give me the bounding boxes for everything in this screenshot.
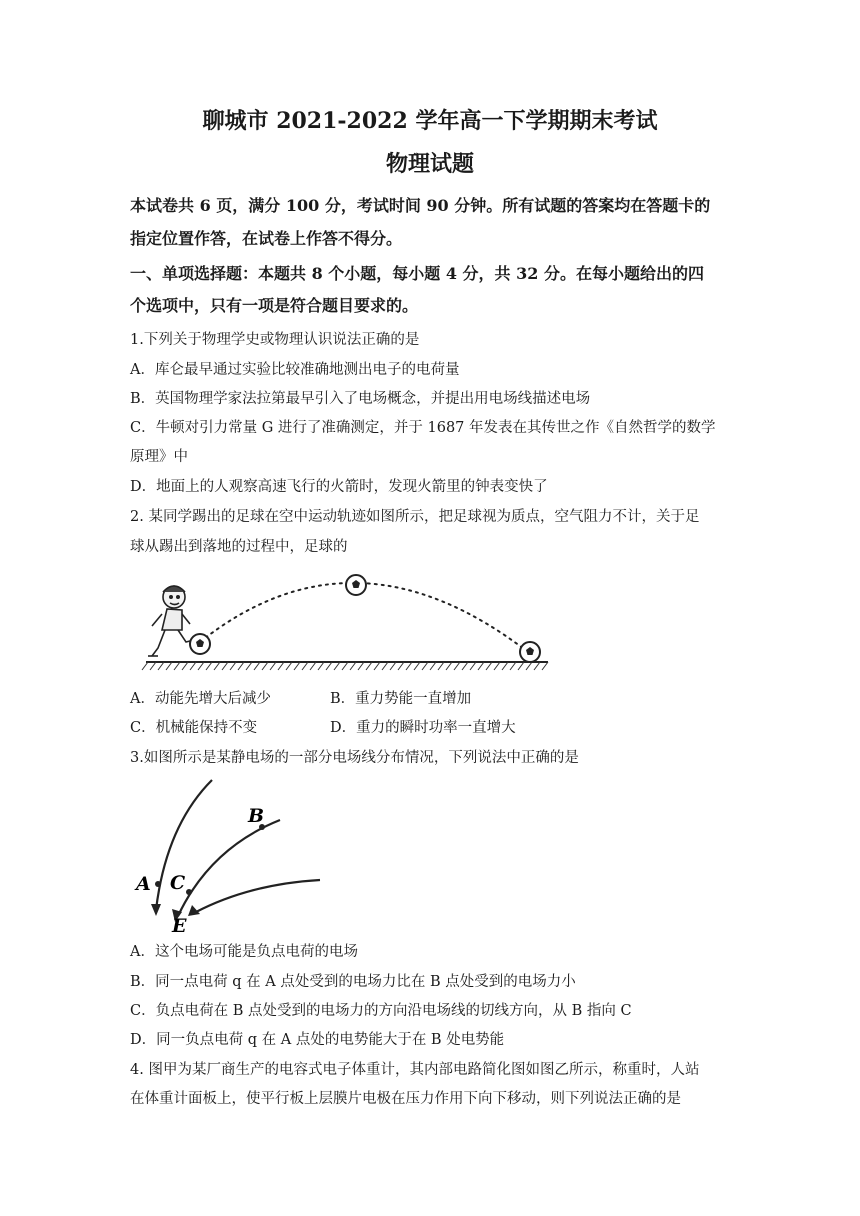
q2-option-a: A．动能先增大后减少 bbox=[130, 691, 271, 707]
q2-stem-line-1: 2. 某同学踢出的足球在空中运动轨迹如图所示，把足球视为质点，空气阻力不计，关于足 bbox=[130, 509, 700, 525]
q1-option-c-line-2: 原理》中 bbox=[130, 449, 188, 465]
boy-kicker-icon bbox=[148, 586, 194, 656]
q3-option-d: D．同一负点电荷 q 在 A 点处的电势能大于在 B 处电势能 bbox=[130, 1032, 505, 1048]
intro-line-1: 本试卷共 6 页，满分 100 分，考试时间 90 分钟。所有试题的答案均在答题卡的 bbox=[130, 196, 711, 215]
football-icon-top bbox=[346, 575, 366, 595]
q1-stem: 1.下列关于物理学史或物理认识说法正确的是 bbox=[130, 332, 420, 348]
trajectory-dotted-curve bbox=[200, 583, 528, 652]
q2-option-d: D．重力的瞬时功率一直增大 bbox=[330, 720, 516, 736]
q2-option-b: B．重力势能一直增加 bbox=[330, 691, 472, 707]
arrow-head-left bbox=[151, 904, 161, 916]
label-b: B bbox=[248, 805, 265, 827]
q2-stem-line-2: 球从踢出到落地的过程中，足球的 bbox=[130, 539, 348, 555]
q4-stem-line-2: 在体重计面板上，使平行板上层膜片电极在压力作用下向下移动，则下列说法正确的是 bbox=[130, 1091, 681, 1107]
football-icon-landing bbox=[520, 642, 540, 662]
football-trajectory-figure bbox=[130, 564, 550, 679]
electric-field-lines-figure bbox=[130, 776, 330, 936]
point-a bbox=[155, 881, 161, 887]
label-a: A bbox=[136, 873, 151, 895]
q3-stem: 3.如图所示是某静电场的一部分电场线分布情况，下列说法中正确的是 bbox=[130, 750, 579, 766]
label-c: C bbox=[170, 872, 186, 894]
intro-line-2: 指定位置作答，在试卷上作答不得分。 bbox=[130, 229, 403, 248]
q4-stem-line-1: 4. 图甲为某厂商生产的电容式电子体重计，其内部电路简化图如图乙所示，称重时，人站 bbox=[130, 1062, 700, 1078]
q1-option-d: D．地面上的人观察高速飞行的火箭时，发现火箭里的钟表变快了 bbox=[130, 479, 548, 495]
field-line-right bbox=[196, 880, 320, 912]
section-heading-line-2: 个选项中，只有一项是符合题目要求的。 bbox=[130, 296, 419, 315]
field-line-middle bbox=[178, 820, 280, 916]
q1-option-c-line-1: C．牛顿对引力常量 G 进行了准确测定，并于 1687 年发表在其传世之作《自然哲学的数学 bbox=[130, 420, 716, 436]
q2-option-c: C．机械能保持不变 bbox=[130, 720, 258, 736]
q1-option-b: B．英国物理学家法拉第最早引入了电场概念，并提出用电场线描述电场 bbox=[130, 391, 591, 407]
section-heading-line-1: 一、单项选择题：本题共 8 个小题，每小题 4 分，共 32 分。在每小题给出的四 bbox=[130, 264, 704, 283]
football-icon-start bbox=[190, 634, 210, 654]
point-c bbox=[186, 889, 192, 895]
q3-option-a: A．这个电场可能是负点电荷的电场 bbox=[130, 944, 358, 960]
page-subtitle: 物理试题 bbox=[385, 151, 474, 177]
q1-option-a: A．库仑最早通过实验比较准确地测出电子的电荷量 bbox=[130, 362, 460, 378]
q3-option-b: B．同一点电荷 q 在 A 点处受到的电场力比在 B 点处受到的电场力小 bbox=[130, 974, 576, 990]
q3-option-c: C．负点电荷在 B 点处受到的电场力的方向沿电场线的切线方向，从 B 指向 C bbox=[130, 1003, 632, 1019]
label-e: E bbox=[172, 915, 187, 936]
ground-hatching bbox=[142, 662, 548, 670]
page-title: 聊城市 2021-2022 学年高一下学期期末考试 bbox=[202, 108, 658, 134]
